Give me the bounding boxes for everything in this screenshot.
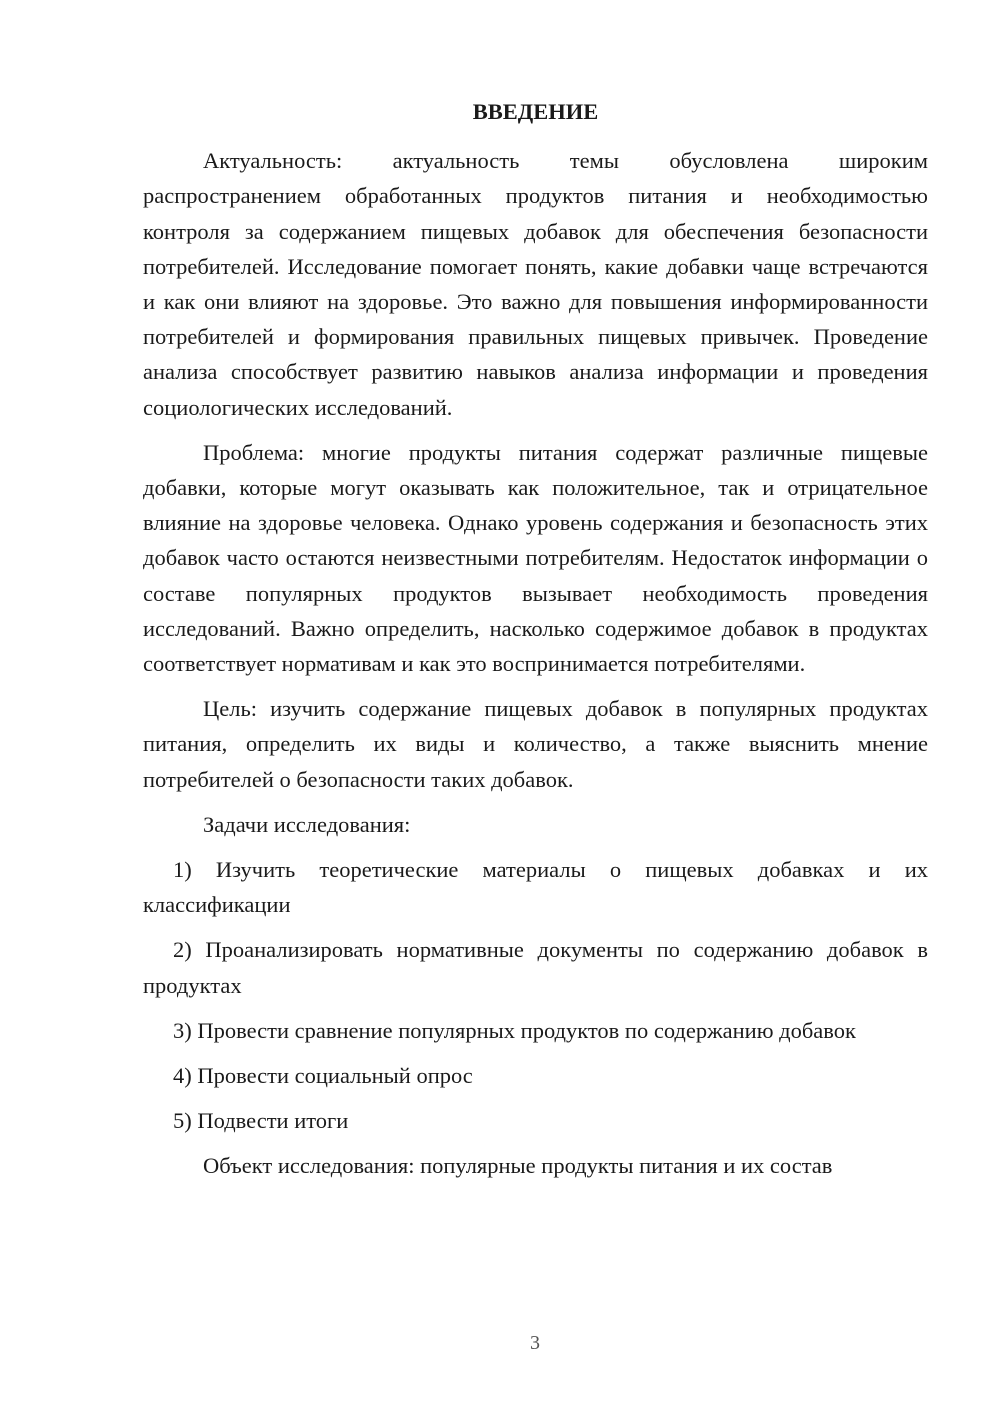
- paragraph-relevance: Актуальность: актуальность темы обусловлена широким распространением обработанных продуктов питания и необходимостью контроля за содержанием пищевых добавок для обеспечения безопасности потребителей. Исследование помогает понять, какие добавки чаще встречаются и как они влияют на здоровье. Это важно для повышения информированности потребителей и формирования правильных пищевых привычек. Проведение анализа способствует развитию навыков анализа информации и проведения социологических исследований.: [143, 148, 928, 420]
- page-content: [143, 94, 928, 1194]
- paragraph-problem: Проблема: многие продукты питания содержат различные пищевые добавки, которые могут оказывать как положительное, так и отрицательное влияние на здоровье человека. Однако уровень содержания и безопасность этих добавок часто остаются неизвестными потребителям. Недостаток информации о составе популярных продуктов вызывает необходимость проведения исследований. Важно определить, насколько содержимое добавок в продуктах соответствует нормативам и как это воспринимается потребителями.: [143, 439, 928, 677]
- research-object: Объект исследования: популярные продукты питания и их состав: [203, 1153, 833, 1179]
- task-item: 1) Изучить теоретические материалы о пищевых добавках и их классификации: [143, 857, 928, 918]
- task-item: 2) Проанализировать нормативные документы по содержанию добавок в продуктах: [143, 937, 928, 998]
- task-item: 5) Подвести итоги: [173, 1108, 349, 1134]
- tasks-heading: Задачи исследования:: [203, 811, 411, 837]
- task-item: 4) Провести социальный опрос: [173, 1063, 473, 1089]
- paragraph-goal: Цель: изучить содержание пищевых добавок в популярных продуктах питания, определить их виды и количество, а также выяснить мнение потребителей о безопасности таких добавок.: [143, 696, 928, 792]
- page-number: 3: [530, 1332, 540, 1354]
- section-title: ВВЕДЕНИЕ: [472, 99, 599, 124]
- task-item: 3) Провести сравнение популярных продуктов по содержанию добавок: [173, 1017, 856, 1043]
